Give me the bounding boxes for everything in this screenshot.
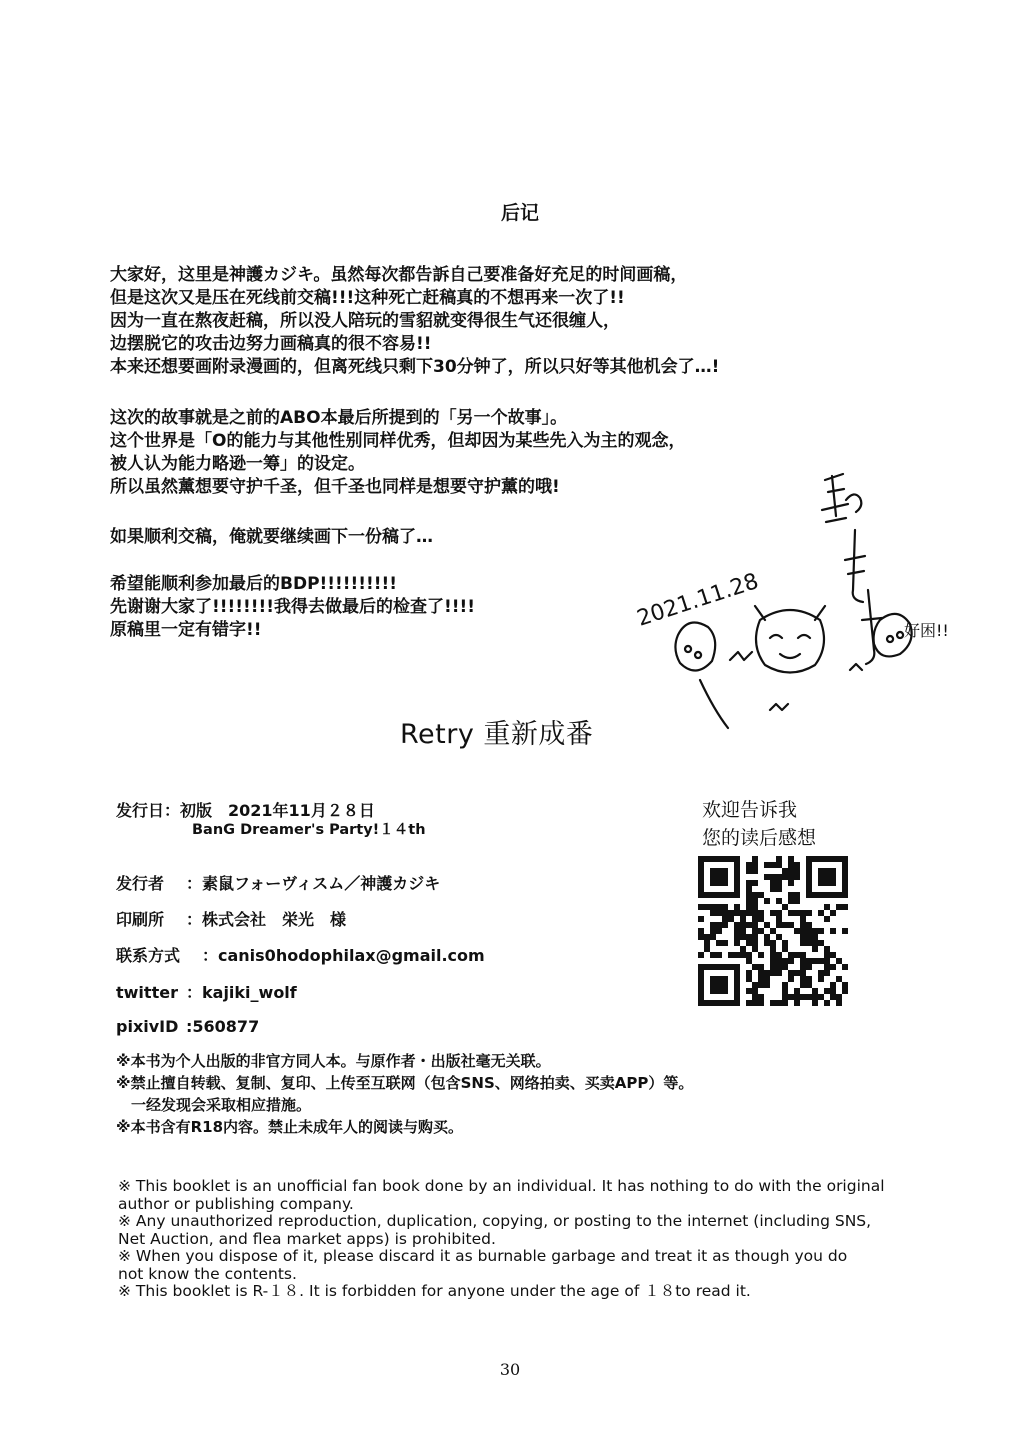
signature-sketch <box>600 470 949 740</box>
colophon-event: BanG Dreamer's Party!１４th <box>192 822 426 838</box>
text-line: 被人认为能力略逊一筹」的设定。 <box>110 454 365 474</box>
notes-english <box>118 1178 928 1301</box>
note-line: not know the contents. <box>118 1264 297 1283</box>
printer-value: ：株式会社 栄光 様 <box>186 910 347 929</box>
issue-date-value: 初版 2021年11月２８日 <box>180 801 375 820</box>
text-line: 先谢谢大家了!!!!!!!!我得去做最后的检查了!!!! <box>110 597 476 617</box>
qr-code[interactable] <box>698 856 848 1006</box>
twitter-label: twitter <box>116 983 178 1002</box>
afterword-paragraph-1 <box>110 264 830 379</box>
text-line: 希望能顺利参加最后的BDP!!!!!!!!!! <box>110 574 398 594</box>
contact-email: ：canis0hodophilax@gmail.com <box>202 946 485 965</box>
issue-date-label: 发行日： <box>116 801 181 820</box>
note-line: ※本书为个人出版的非官方同人本。与原作者・出版社毫无关联。 <box>116 1052 551 1070</box>
note-line: Net Auction, and flea market apps) is prohibited. <box>118 1229 496 1248</box>
text-line: 大家好，这里是神護カジキ。虽然每次都告訴自己要准备好充足的时间画稿， <box>110 265 688 285</box>
pixiv-label: pixivID <box>116 1017 179 1036</box>
colophon-printer <box>116 907 346 930</box>
colophon-pixiv <box>116 1017 259 1036</box>
printer-label: 印刷所 <box>116 910 165 929</box>
note-line: ※ This booklet is R-１８. It is forbidden for anyone under the age of １８to read it. <box>118 1282 751 1300</box>
text-line: 但是这次又是压在死线前交稿!!!这种死亡赶稿真的不想再来一次了!! <box>110 288 625 308</box>
qr-caption-line: 您的读后感想 <box>702 827 817 849</box>
text-line: 原稿里一定有错字!! <box>110 620 262 640</box>
twitter-handle: ：kajiki_wolf <box>186 983 297 1002</box>
note-line: ※ This booklet is an unofficial fan book done by an individual. It has nothing to do with the original <box>118 1177 885 1195</box>
note-line: 一经发现会采取相应措施。 <box>116 1096 312 1114</box>
text-line: 因为一直在熬夜赶稿，所以没人陪玩的雪貂就变得很生气还很缠人， <box>110 311 620 331</box>
contact-label: 联系方式 <box>116 946 181 965</box>
signature-note <box>904 621 949 640</box>
text-line: 所以虽然薰想要守护千圣，但千圣也同样是想要守护薰的哦! <box>110 477 560 497</box>
signature-note-text: 好困!! <box>904 621 949 640</box>
note-line: ※ When you dispose of it, please discard it as burnable garbage and treat it as though you do <box>118 1247 848 1265</box>
text-line: 边摆脱它的攻击边努力画稿真的很不容易!! <box>110 334 432 354</box>
notes-chinese <box>116 1050 693 1138</box>
pixiv-id: :560877 <box>186 1017 260 1036</box>
colophon-contact <box>116 943 485 966</box>
afterword-heading: 后记 <box>500 202 539 224</box>
qr-caption-line: 欢迎告诉我 <box>702 799 798 821</box>
text-line: 如果顺利交稿，俺就要继续画下一份稿了… <box>110 527 433 547</box>
signature-date: 2021.11.28 <box>634 569 762 632</box>
text-line: 这个世界是「O的能力与其他性别同样优秀，但却因为某些先入为主的观念， <box>110 431 686 451</box>
colophon-twitter <box>116 980 297 1003</box>
book-title: Retry 重新成番 <box>400 719 594 750</box>
publisher-value: ：素鼠フォーヴィスム／神護カジキ <box>186 874 441 893</box>
page-number: 30 <box>499 1360 521 1379</box>
text-line: 本来还想要画附录漫画的，但离死线只剩下30分钟了，所以只好等其他机会了…! <box>110 357 720 377</box>
colophon-publisher <box>116 871 440 894</box>
note-line: ※禁止擅自转载、复制、复印、上传至互联网（包含SNS、网络拍卖、买卖APP）等。 <box>116 1074 694 1092</box>
qr-caption <box>702 796 816 852</box>
publisher-label: 发行者 <box>116 874 165 893</box>
note-line: ※本书含有R18内容。禁止未成年人的阅读与购买。 <box>116 1118 464 1136</box>
note-line: author or publishing company. <box>118 1194 354 1213</box>
text-line: 这次的故事就是之前的ABO本最后所提到的「另一个故事」。 <box>110 408 568 428</box>
note-line: ※ Any unauthorized reproduction, duplication, copying, or posting to the internet (including SNS, <box>118 1212 872 1230</box>
